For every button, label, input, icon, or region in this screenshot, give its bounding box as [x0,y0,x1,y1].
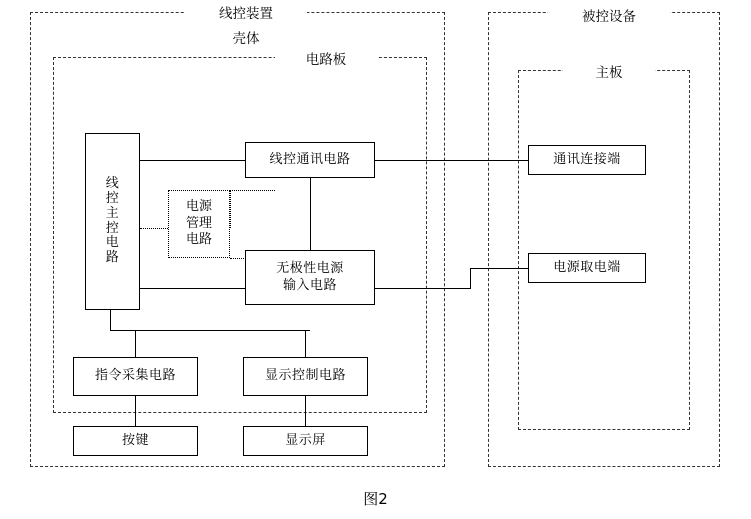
block-display-control-label: 显示控制电路 [264,368,346,384]
label-controlled-equipment [548,5,670,25]
block-command-capture-circuit[interactable] [73,357,198,396]
line-powerinput-to-tap-seg2 [470,268,471,289]
power-manage-line-1: 管理 [185,215,212,231]
line-maincontrol-bottom-vert [110,310,111,330]
line-comm-to-connector [375,160,528,161]
line-powermanage-to-maincontrol [140,228,168,229]
block-power-management-circuit[interactable] [168,190,230,258]
block-nonpolar-power-input-circuit[interactable] [245,250,375,305]
block-screen-label: 显示屏 [285,432,326,448]
block-screen[interactable] [243,426,368,456]
block-comm-circuit[interactable] [245,142,375,178]
line-bottom-bus [110,330,310,331]
line-bus-to-display [305,330,306,357]
block-power-tap[interactable] [528,253,646,283]
line-powerinput-to-tap-seg1 [375,288,470,289]
figure-caption: 图2 [363,490,388,508]
block-keys[interactable] [73,426,198,456]
label-wire-control-device [185,5,307,23]
container-mainboard [518,70,690,430]
line-powerinput-to-tap-seg3 [470,268,528,269]
main-control-char-5: 路 [105,250,120,266]
line-powermanage-right-top [230,190,275,191]
block-display-control-circuit[interactable] [243,357,368,396]
nonpolar-line-1: 输入电路 [282,277,337,293]
line-maincontrol-to-comm [140,160,245,161]
line-maincontrol-to-powerinput [140,288,245,289]
label-shell [195,27,297,47]
nonpolar-line-0: 无极性电源 [276,261,344,277]
block-keys-label: 按键 [121,432,149,448]
label-controlled-equipment-text: 被控设备 [582,9,636,25]
line-comm-to-powerinput [310,178,311,250]
block-comm-connector-label: 通讯连接端 [553,151,621,167]
main-control-char-3: 控 [105,220,120,236]
main-control-char-2: 主 [105,205,120,221]
line-display-to-screen [305,396,306,426]
block-main-control-circuit[interactable] [85,133,140,310]
label-circuit-board-text: 电路板 [305,52,347,68]
label-shell-text: 壳体 [232,31,260,47]
power-manage-line-2: 电路 [185,232,212,248]
label-mainboard-text: 主板 [595,65,623,81]
label-mainboard [563,61,655,81]
block-command-capture-label: 指令采集电路 [94,368,176,384]
block-comm-connector[interactable] [528,145,646,175]
main-control-char-0: 线 [105,175,120,191]
power-manage-line-0: 电源 [185,198,212,214]
label-circuit-board [275,48,377,68]
main-control-char-4: 电 [105,235,120,251]
block-comm-circuit-label: 线控通讯电路 [269,151,351,167]
label-wire-control-device-text: 线控装置 [219,6,273,22]
line-command-to-keys [135,396,136,426]
line-bus-to-command [135,330,136,357]
main-control-char-1: 控 [105,190,120,206]
block-power-tap-label: 电源取电端 [553,259,621,275]
line-powermanage-right-vert [230,190,231,228]
